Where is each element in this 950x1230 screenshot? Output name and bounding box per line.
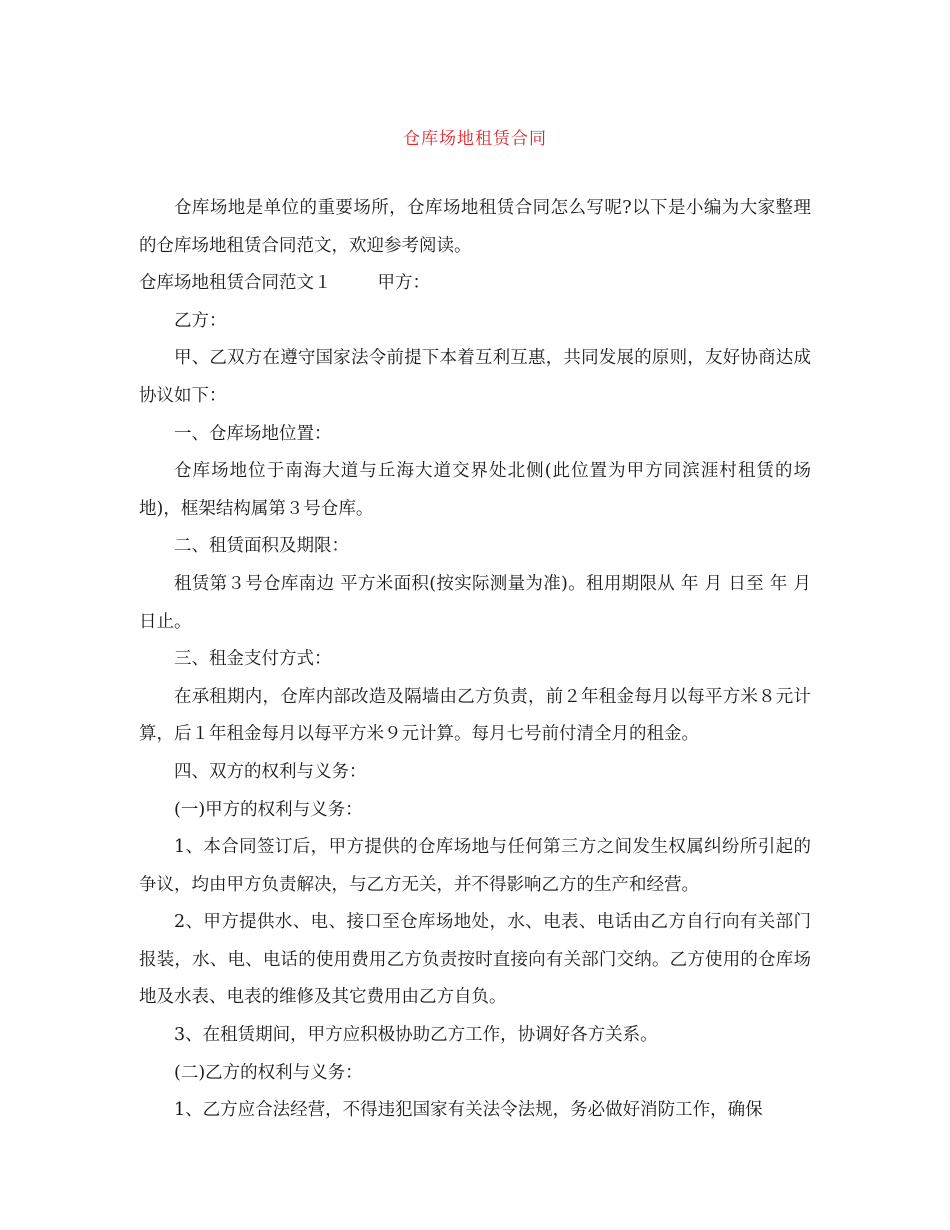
sample-heading-line: [139, 265, 811, 303]
party-a-label: 甲方：: [377, 273, 430, 294]
paragraph-agreement: 甲、乙双方在遵守国家法令前提下本着互利互惠，共同发展的原则，友好协商达成协议如下：: [139, 348, 811, 406]
subsection-heading-party-b: (二)乙方的权利与义务：: [174, 1062, 363, 1083]
paragraph-location: 仓库场地位于南海大道与丘海大道交界处北侧(此位置为甲方同滨涯村租赁的场地)，框架结构属第３号仓库。: [139, 461, 811, 519]
clause-a-2: 2、甲方提供水、电、接口至仓库场地处，水、电表、电话由乙方自行向有关部门报装，水、电、电话的使用费用乙方负责按时直接向有关部门交纳。乙方使用的仓库场地及水表、电表的维修及其它费用由乙方自负。: [139, 912, 811, 1008]
subsection-heading-party-a: (一)甲方的权利与义务：: [174, 799, 363, 820]
section-heading-rent: 三、租金支付方式：: [174, 649, 332, 670]
paragraph-area: 租赁第３号仓库南边 平方米面积(按实际测量为准)。租用期限从 年 月 日至 年 月 日止。: [139, 573, 811, 632]
clause-b-1: 1、乙方应合法经营，不得违犯国家有关法令法规，务必做好消防工作，确保: [174, 1100, 763, 1121]
document-body: [139, 190, 811, 1130]
section-heading-location: 一、仓库场地位置：: [174, 423, 332, 444]
clause-a-3: 3、在租赁期间，甲方应积极协助乙方工作，协调好各方关系。: [174, 1025, 658, 1046]
section-heading-area: 二、租赁面积及期限：: [174, 536, 349, 557]
paragraph-intro: 仓库场地是单位的重要场所，仓库场地租赁合同怎么写呢?以下是小编为大家整理的仓库场地租赁合同范文，欢迎参考阅读。: [139, 198, 811, 256]
sample-heading: 仓库场地租赁合同范文１: [139, 273, 332, 294]
section-heading-rights: 四、双方的权利与义务：: [174, 761, 367, 782]
page-title: 仓库场地租赁合同: [403, 129, 547, 149]
clause-a-1: 1、本合同签订后，甲方提供的仓库场地与任何第三方之间发生权属纠纷所引起的争议，均由甲方负责解决，与乙方无关，并不得影响乙方的生产和经营。: [139, 837, 811, 895]
party-b-label: 乙方：: [174, 310, 227, 331]
paragraph-rent: 在承租期内，仓库内部改造及隔墙由乙方负责，前２年租金每月以每平方米８元计算，后１年租金每月以每平方米９元计算。每月七号前付清全月的租金。: [139, 686, 811, 745]
